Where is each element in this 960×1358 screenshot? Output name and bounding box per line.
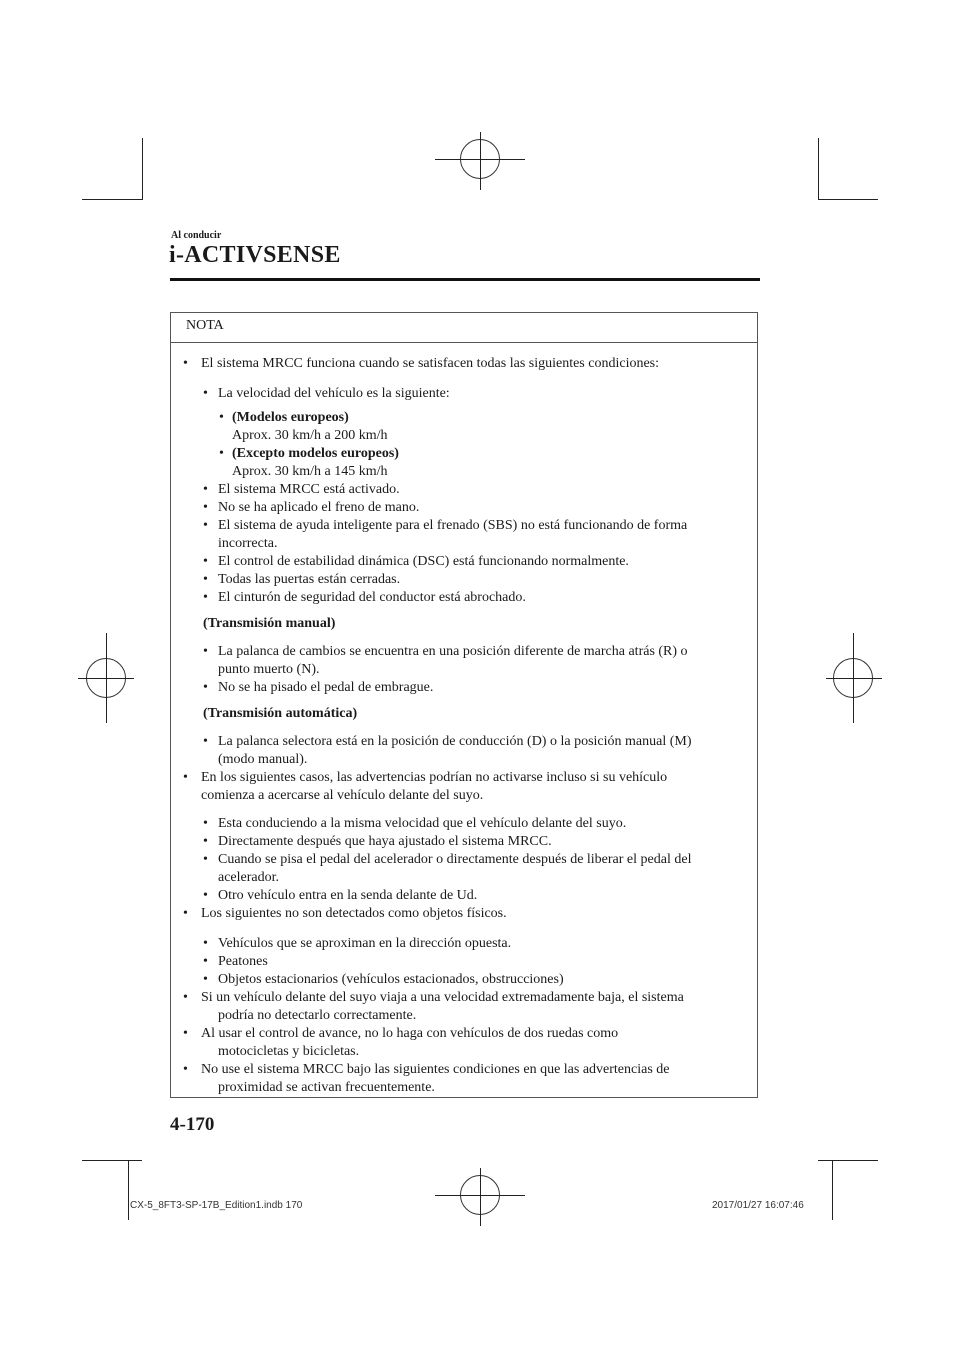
note-line: (Transmisión manual) bbox=[203, 616, 336, 631]
note-line: Aprox. 30 km/h a 145 km/h bbox=[232, 464, 388, 479]
note-line: comienza a acercarse al vehículo delante del suyo. bbox=[201, 788, 484, 803]
title-divider bbox=[170, 278, 760, 281]
bullet-icon: • bbox=[203, 852, 208, 867]
note-line: Si un vehículo delante del suyo viaja a una velocidad extremadamente baja, el sistema bbox=[201, 990, 684, 1005]
note-line: Objetos estacionarios (vehículos estacionados, obstrucciones) bbox=[218, 972, 564, 987]
note-line: Cuando se pisa el pedal del acelerador o directamente después de liberar el pedal del bbox=[218, 852, 692, 867]
bullet-icon: • bbox=[203, 500, 208, 515]
bullet-icon: • bbox=[203, 572, 208, 587]
note-line: Directamente después que haya ajustado el sistema MRCC. bbox=[218, 834, 552, 849]
bullet-icon: • bbox=[183, 356, 188, 371]
note-line: incorrecta. bbox=[218, 536, 278, 551]
note-line: Vehículos que se aproximan en la dirección opuesta. bbox=[218, 936, 512, 951]
note-line: El sistema de ayuda inteligente para el frenado (SBS) no está funcionando de forma bbox=[218, 518, 688, 533]
bullet-icon: • bbox=[203, 954, 208, 969]
note-line: Todas las puertas están cerradas. bbox=[218, 572, 401, 587]
note-line: No se ha pisado el pedal de embrague. bbox=[218, 680, 434, 695]
footer-timestamp: 2017/01/27 16:07:46 bbox=[712, 1200, 804, 1211]
note-line: El control de estabilidad dinámica (DSC) está funcionando normalmente. bbox=[218, 554, 629, 569]
note-line: No se ha aplicado el freno de mano. bbox=[218, 500, 420, 515]
bullet-icon: • bbox=[219, 410, 224, 425]
page-number: 4-170 bbox=[170, 1114, 215, 1135]
note-line: La velocidad del vehículo es la siguiente: bbox=[218, 386, 450, 401]
bullet-icon: • bbox=[203, 680, 208, 695]
note-line: No use el sistema MRCC bajo las siguientes condiciones en que las advertencias de bbox=[201, 1062, 670, 1077]
bullet-icon: • bbox=[183, 1026, 188, 1041]
note-line: Los siguientes no son detectados como objetos físicos. bbox=[201, 906, 507, 921]
bullet-icon: • bbox=[203, 734, 208, 749]
page-title: i-ACTIVSENSE bbox=[169, 242, 341, 268]
bullet-icon: • bbox=[203, 386, 208, 401]
note-line: La palanca de cambios se encuentra en una posición diferente de marcha atrás (R) o bbox=[218, 644, 688, 659]
bullet-icon: • bbox=[203, 518, 208, 533]
note-line: En los siguientes casos, las advertencias podrían no activarse incluso si su vehículo bbox=[201, 770, 668, 785]
note-line: El sistema MRCC está activado. bbox=[218, 482, 400, 497]
note-line: punto muerto (N). bbox=[218, 662, 320, 677]
note-line: La palanca selectora está en la posición de conducción (D) o la posición manual (M) bbox=[218, 734, 692, 749]
bullet-icon: • bbox=[183, 1062, 188, 1077]
note-line: (modo manual). bbox=[218, 752, 308, 767]
note-title: NOTA bbox=[186, 318, 224, 333]
note-line: Otro vehículo entra en la senda delante de Ud. bbox=[218, 888, 478, 903]
bullet-icon: • bbox=[203, 644, 208, 659]
bullet-icon: • bbox=[203, 482, 208, 497]
bullet-icon: • bbox=[203, 972, 208, 987]
bullet-icon: • bbox=[203, 590, 208, 605]
note-line: (Modelos europeos) bbox=[232, 410, 349, 425]
bullet-icon: • bbox=[203, 834, 208, 849]
note-line: Esta conduciendo a la misma velocidad que el vehículo delante del suyo. bbox=[218, 816, 627, 831]
section-label: Al conducir bbox=[171, 230, 222, 241]
bullet-icon: • bbox=[203, 936, 208, 951]
note-box bbox=[170, 312, 758, 1098]
bullet-icon: • bbox=[203, 816, 208, 831]
note-line: (Transmisión automática) bbox=[203, 706, 358, 721]
note-line: acelerador. bbox=[218, 870, 280, 885]
note-line: motocicletas y bicicletas. bbox=[218, 1044, 360, 1059]
bullet-icon: • bbox=[203, 554, 208, 569]
note-line: podría no detectarlo correctamente. bbox=[218, 1008, 417, 1023]
bullet-icon: • bbox=[219, 446, 224, 461]
bullet-icon: • bbox=[183, 990, 188, 1005]
note-line: El sistema MRCC funciona cuando se satisfacen todas las siguientes condiciones: bbox=[201, 356, 660, 371]
note-line: Peatones bbox=[218, 954, 268, 969]
note-line: proximidad se activan frecuentemente. bbox=[218, 1080, 435, 1095]
bullet-icon: • bbox=[203, 888, 208, 903]
bullet-icon: • bbox=[183, 770, 188, 785]
note-header bbox=[171, 313, 757, 343]
note-line: (Excepto modelos europeos) bbox=[232, 446, 399, 461]
footer-file: CX-5_8FT3-SP-17B_Edition1.indb 170 bbox=[130, 1200, 303, 1211]
note-line: El cinturón de seguridad del conductor está abrochado. bbox=[218, 590, 526, 605]
bullet-icon: • bbox=[183, 906, 188, 921]
note-line: Aprox. 30 km/h a 200 km/h bbox=[232, 428, 388, 443]
note-line: Al usar el control de avance, no lo haga con vehículos de dos ruedas como bbox=[201, 1026, 619, 1041]
